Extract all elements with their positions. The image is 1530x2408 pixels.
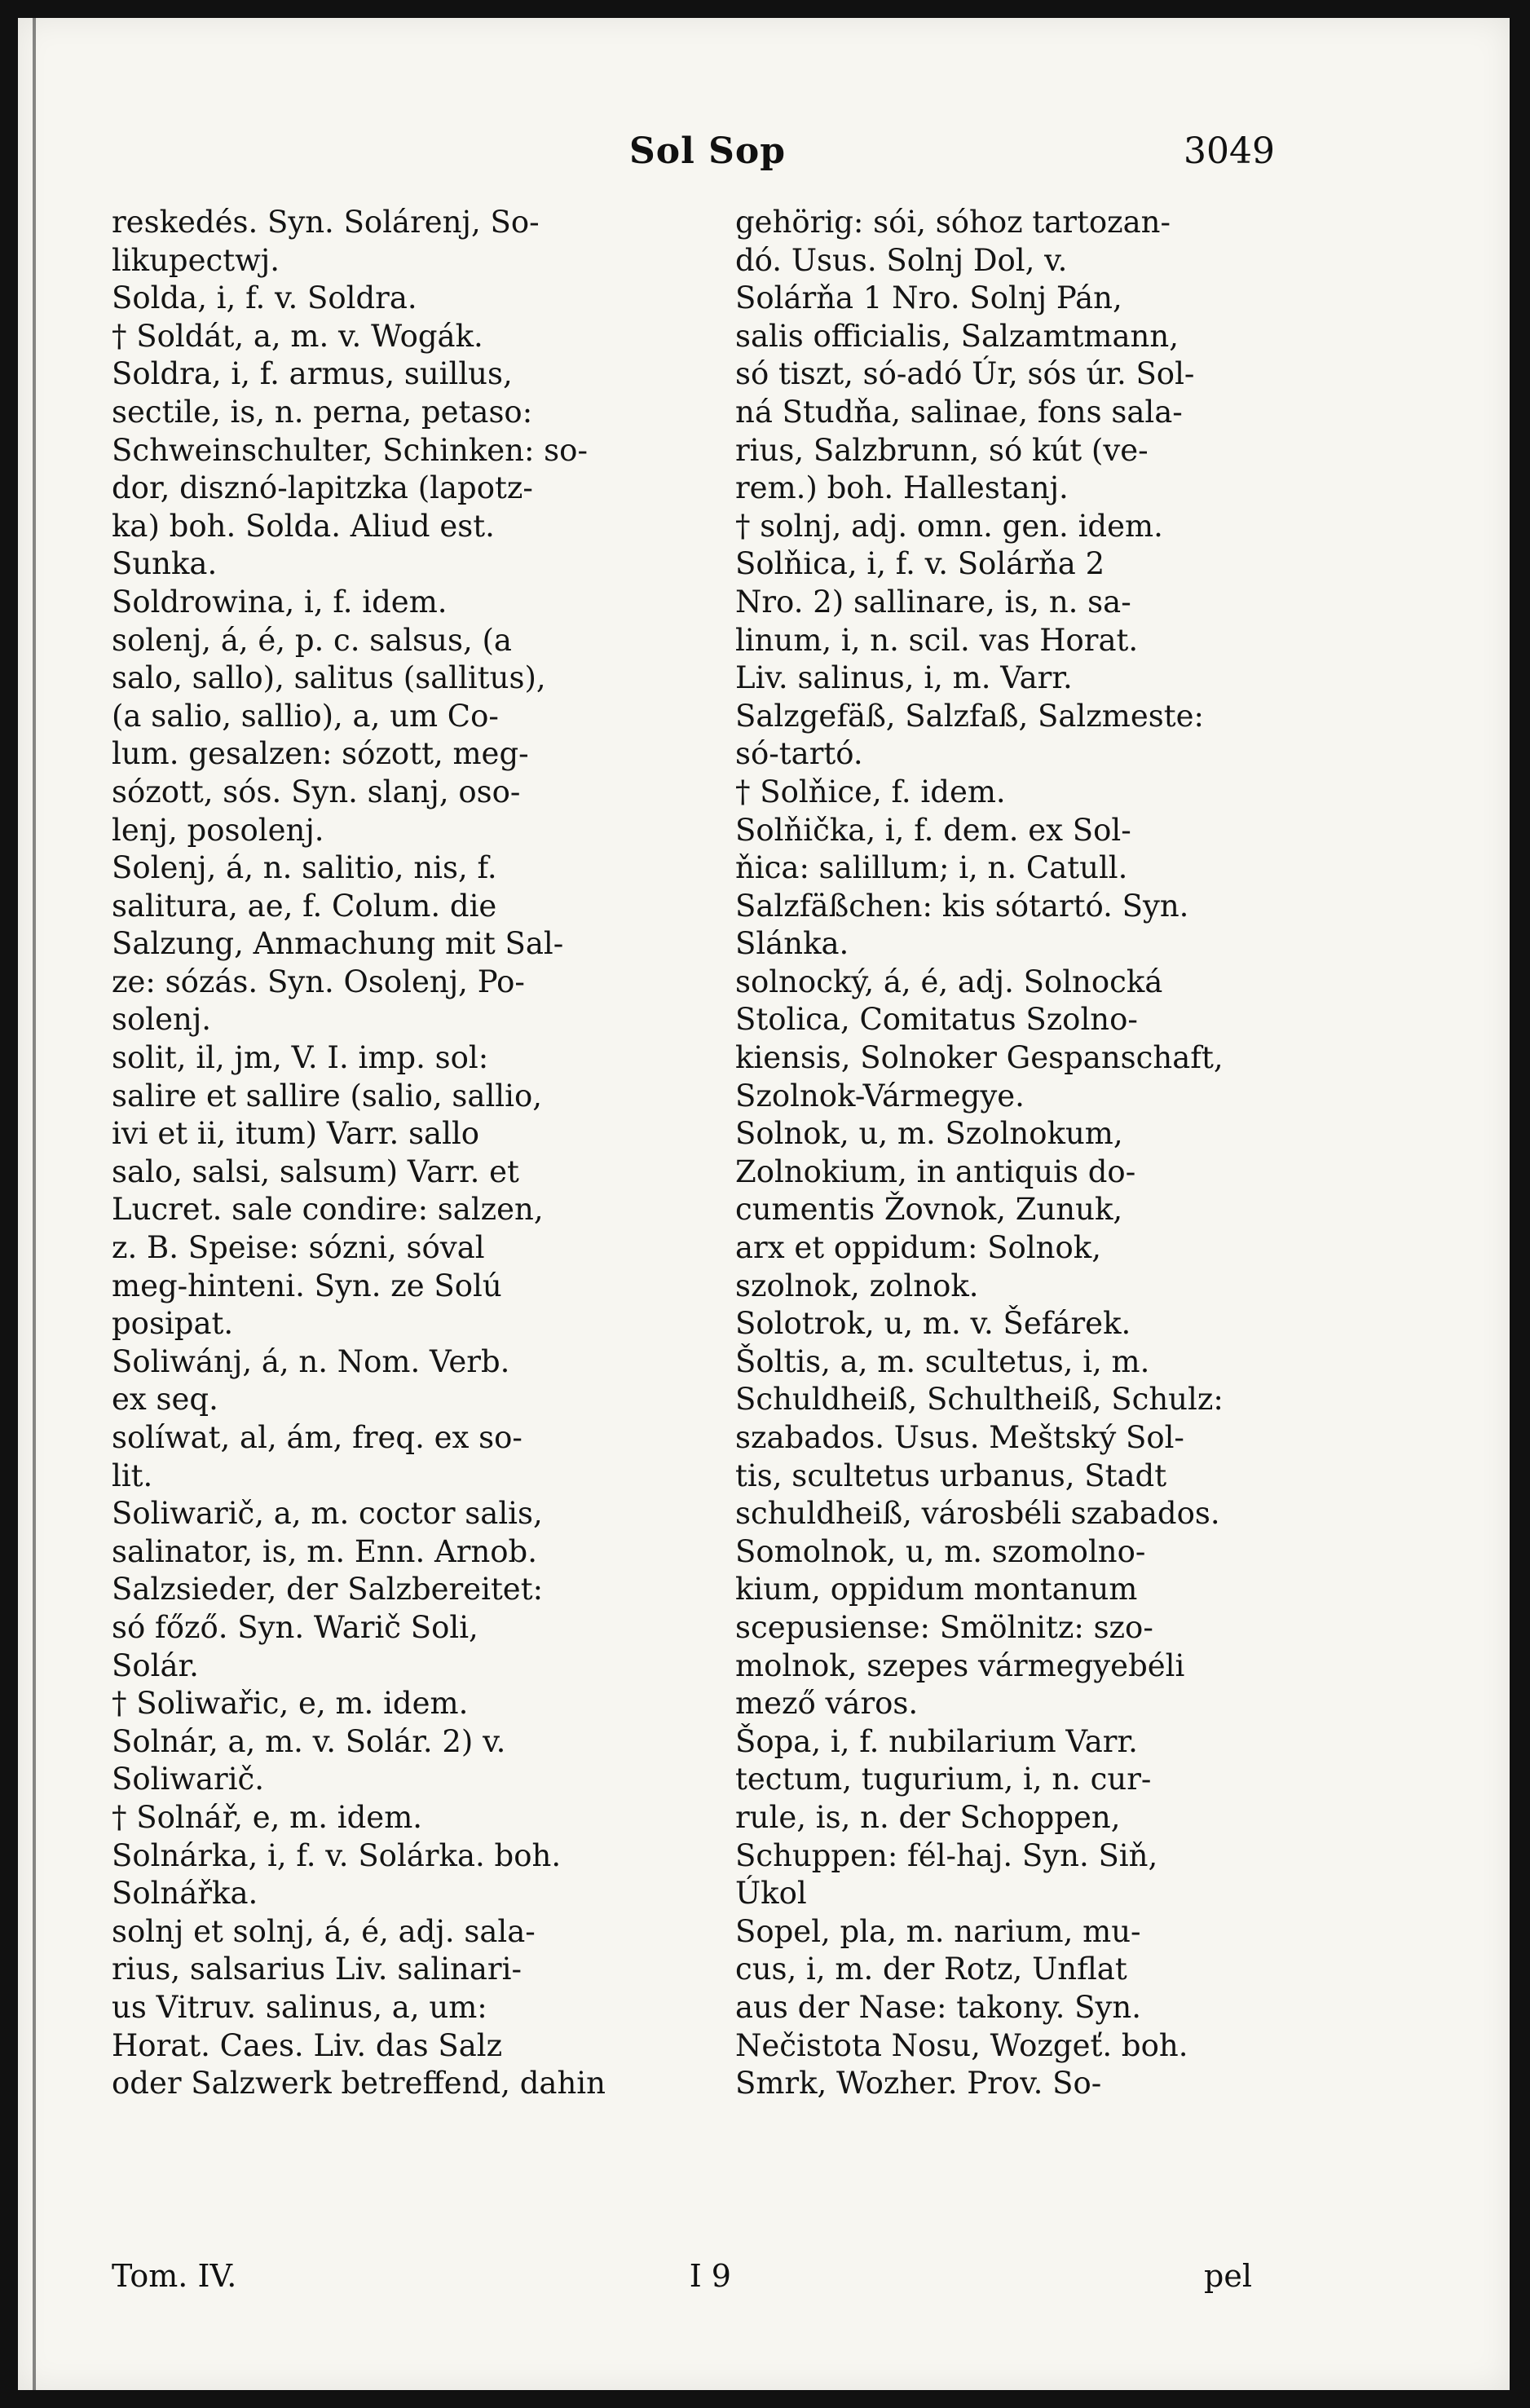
entry-line: ňica: salillum; i, n. Catull. xyxy=(735,850,1128,886)
entry-line: Salzfäßchen: kis sótartó. Syn. xyxy=(735,888,1189,924)
entry-line: likupectwj. xyxy=(112,242,280,278)
entry-line: scepusiense: Smölnitz: szo- xyxy=(735,1609,1153,1645)
entry-line: rius, Salzbrunn, só kút (ve- xyxy=(735,432,1149,468)
entry-line: Solda, i, f. v. Soldra. xyxy=(112,280,417,316)
entry-line: molnok, szepes vármegyebéli xyxy=(735,1647,1185,1683)
entry-line: Solárňa 1 Nro. Solnj Pán, xyxy=(735,280,1122,316)
entry-line: salire et sallire (salio, sallio, xyxy=(112,1078,543,1114)
entry-line: salitura, ae, f. Colum. die xyxy=(112,888,497,924)
entry-line: Slánka. xyxy=(735,926,849,962)
entry-line: † Solňice, f. idem. xyxy=(735,774,1006,809)
entry-line: Salzgefäß, Salzfaß, Salzmeste: xyxy=(735,698,1204,734)
entry-line: Lucret. sale condire: salzen, xyxy=(112,1192,544,1228)
entry-line: gehörig: sói, sóhoz tartozan- xyxy=(735,205,1171,240)
entry-line: mező város. xyxy=(735,1686,919,1722)
catchword: pel xyxy=(1204,2258,1252,2294)
running-head: Sol Sop xyxy=(629,130,787,172)
entry-line: Nečistota Nosu, Wozgeť. boh. xyxy=(735,2027,1188,2063)
entry-line: z. B. Speise: sózni, sóval xyxy=(112,1230,485,1266)
entry-line: Solenj, á, n. salitio, nis, f. xyxy=(112,850,497,886)
entry-line: ze: sózás. Syn. Osolenj, Po- xyxy=(112,964,525,999)
entry-line: Solnár, a, m. v. Solár. 2) v. xyxy=(112,1723,506,1759)
signature-mark: I 9 xyxy=(689,2258,731,2294)
entry-line: Schweinschulter, Schinken: so- xyxy=(112,432,588,468)
entry-line: Šopa, i, f. nubilarium Varr. xyxy=(735,1723,1138,1759)
entry-line: ka) boh. Solda. Aliud est. xyxy=(112,508,495,544)
entry-line: Úkol xyxy=(735,1876,807,1912)
entry-line: Solár. xyxy=(112,1647,199,1683)
entry-line: aus der Nase: takony. Syn. xyxy=(735,1989,1142,2025)
entry-line: Solňica, i, f. v. Solárňa 2 xyxy=(735,546,1105,582)
binding-edge xyxy=(33,18,36,2390)
entry-line: Stolica, Comitatus Szolno- xyxy=(735,1002,1138,1038)
entry-line: tis, scultetus urbanus, Stadt xyxy=(735,1458,1167,1493)
entry-line: rule, is, n. der Schoppen, xyxy=(735,1799,1121,1835)
page-footer xyxy=(112,2258,731,2299)
page-header xyxy=(18,130,1510,179)
entry-line: Smrk, Wozher. Prov. So- xyxy=(735,2066,1102,2101)
entry-line: Salzsieder, der Salzbereitet: xyxy=(112,1572,544,1608)
entry-line: Solňička, i, f. dem. ex Sol- xyxy=(735,812,1131,848)
entry-line: salo, salsi, salsum) Varr. et xyxy=(112,1153,519,1189)
entry-line: solíwat, al, ám, freq. ex so- xyxy=(112,1420,522,1455)
entry-line: dó. Usus. Solnj Dol, v. xyxy=(735,242,1068,278)
entry-line: kium, oppidum montanum xyxy=(735,1572,1138,1608)
entry-line: Solnárka, i, f. v. Solárka. boh. xyxy=(112,1837,562,1873)
entry-line: só-tartó. xyxy=(735,736,863,772)
entry-line: solnj et solnj, á, é, adj. sala- xyxy=(112,1913,536,1949)
entry-line: rius, salsarius Liv. salinari- xyxy=(112,1952,522,1987)
entry-line: Schuppen: fél-haj. Syn. Siň, xyxy=(735,1837,1158,1873)
entry-line: sózott, sós. Syn. slanj, oso- xyxy=(112,774,521,809)
entry-line: solit, il, jm, V. I. imp. sol: xyxy=(112,1040,489,1076)
entry-line: ivi et ii, itum) Varr. sallo xyxy=(112,1116,480,1152)
entry-line: Solnok, u, m. Szolnokum, xyxy=(735,1116,1123,1152)
entry-line: solenj, á, é, p. c. salsus, (a xyxy=(112,622,512,658)
entry-line: rem.) boh. Hallestanj. xyxy=(735,470,1069,506)
entry-line: Solotrok, u, m. v. Šefárek. xyxy=(735,1306,1131,1342)
entry-line: ná Studňa, salinae, fons sala- xyxy=(735,394,1183,430)
entry-line: † Soldát, a, m. v. Wogák. xyxy=(112,318,483,354)
entry-line: solenj. xyxy=(112,1002,212,1038)
entry-line: Soliwánj, á, n. Nom. Verb. xyxy=(112,1343,510,1379)
entry-line: Soliwarič. xyxy=(112,1762,265,1797)
entry-line: Salzung, Anmachung mit Sal- xyxy=(112,926,564,962)
entry-line: só főző. Syn. Warič Soli, xyxy=(112,1609,478,1645)
entry-line: † Soliwařic, e, m. idem. xyxy=(112,1686,469,1722)
entry-line: salo, sallo), salitus (sallitus), xyxy=(112,660,546,696)
entry-line: lum. gesalzen: sózott, meg- xyxy=(112,736,529,772)
entry-line: ex seq. xyxy=(112,1382,218,1418)
entry-line: tectum, tugurium, i, n. cur- xyxy=(735,1762,1152,1797)
entry-line: Sunka. xyxy=(112,546,218,582)
entry-line: sectile, is, n. perna, petaso: xyxy=(112,394,533,430)
entry-line: reskedés. Syn. Solárenj, So- xyxy=(112,205,540,240)
entry-line: kiensis, Solnoker Gespanschaft, xyxy=(735,1040,1224,1076)
entry-line: dor, disznó-lapitzka (lapotz- xyxy=(112,470,533,506)
entry-line: Nro. 2) sallinare, is, n. sa- xyxy=(735,584,1131,620)
entry-line: posipat. xyxy=(112,1306,234,1342)
entry-line: Solnářka. xyxy=(112,1876,258,1912)
entry-line: oder Salzwerk betreffend, dahin xyxy=(112,2066,606,2101)
entry-line: szabados. Usus. Meštský Sol- xyxy=(735,1420,1184,1455)
right-column xyxy=(735,204,1355,2103)
entry-line: linum, i, n. scil. vas Horat. xyxy=(735,622,1139,658)
entry-line: cus, i, m. der Rotz, Unflat xyxy=(735,1952,1127,1987)
entry-line: Šoltis, a, m. scultetus, i, m. xyxy=(735,1343,1150,1379)
entry-line: † Solnář, e, m. idem. xyxy=(112,1799,423,1835)
entry-line: salinator, is, m. Enn. Arnob. xyxy=(112,1533,537,1569)
entry-line: Sopel, pla, m. narium, mu- xyxy=(735,1913,1141,1949)
entry-line: Schuldheiß, Schultheiß, Schulz: xyxy=(735,1382,1224,1418)
entry-line: Zolnokium, in antiquis do- xyxy=(735,1153,1136,1189)
left-column xyxy=(112,204,731,2103)
entry-line: lit. xyxy=(112,1458,153,1493)
entry-line: Liv. salinus, i, m. Varr. xyxy=(735,660,1073,696)
entry-line: † solnj, adj. omn. gen. idem. xyxy=(735,508,1163,544)
dictionary-page xyxy=(18,18,1510,2390)
entry-line: salis officialis, Salzamtmann, xyxy=(735,318,1179,354)
entry-line: solnocký, á, é, adj. Solnocká xyxy=(735,964,1163,999)
entry-line: só tiszt, só-adó Úr, sós úr. Sol- xyxy=(735,356,1195,392)
entry-line: meg-hinteni. Syn. ze Solú xyxy=(112,1268,502,1303)
entry-line: arx et oppidum: Solnok, xyxy=(735,1230,1101,1266)
page-number: 3049 xyxy=(1184,130,1275,172)
entry-line: Soldrowina, i, f. idem. xyxy=(112,584,448,620)
entry-line: lenj, posolenj. xyxy=(112,812,324,848)
entry-line: cumentis Žovnok, Zunuk, xyxy=(735,1192,1123,1228)
entry-line: schuldheiß, városbéli szabados. xyxy=(735,1496,1220,1532)
entry-line: Horat. Caes. Liv. das Salz xyxy=(112,2027,503,2063)
tome-label: Tom. IV. xyxy=(112,2258,237,2294)
entry-line: us Vitruv. salinus, a, um: xyxy=(112,1989,487,2025)
entry-line: (a salio, sallio), a, um Co- xyxy=(112,698,499,734)
entry-line: Szolnok-Vármegye. xyxy=(735,1078,1025,1114)
entry-line: Soliwarič, a, m. coctor salis, xyxy=(112,1496,543,1532)
entry-line: Somolnok, u, m. szomolno- xyxy=(735,1533,1146,1569)
entry-line: szolnok, zolnok. xyxy=(735,1268,979,1303)
entry-line: Soldra, i, f. armus, suillus, xyxy=(112,356,513,392)
